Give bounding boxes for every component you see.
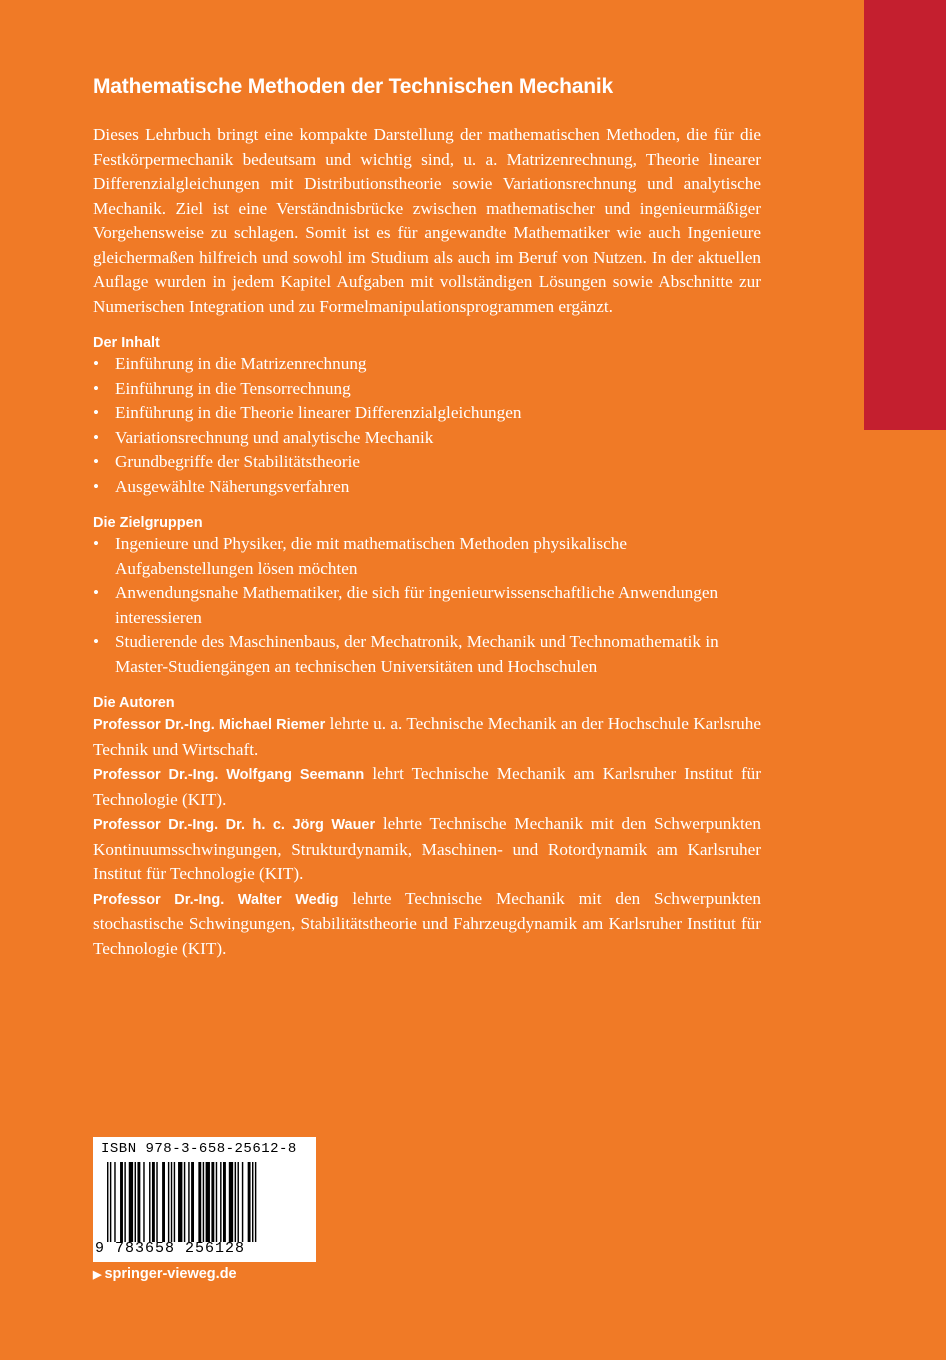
author-name: Professor Dr.-Ing. Michael Riemer [93, 717, 326, 733]
list-item: • Studierende des Maschinenbaus, der Mechatronik, Mechanik und Technomathematik in Master-Studiengängen an technischen Universitäten und Hochschulen [93, 632, 719, 676]
list-item: • Ingenieure und Physiker, die mit mathematischen Methoden physikalische Aufgabenstellungen lösen möchten [93, 534, 627, 578]
back-cover-content [93, 75, 761, 961]
red-accent-band [864, 0, 946, 430]
triangle-right-icon: ▶ [93, 1269, 102, 1281]
isbn-digits: 9 783658 256128 [95, 1240, 246, 1257]
bullet-dot-icon: • [93, 583, 100, 602]
barcode-bar [223, 1162, 226, 1242]
bullet-dot-icon: • [93, 534, 100, 553]
barcode-bar [129, 1162, 133, 1242]
list-item: • Grundbegriffe der Stabilitätstheorie [93, 450, 761, 475]
author-name: Professor Dr.-Ing. Dr. h. c. Jörg Wauer [93, 817, 376, 833]
barcode-bar [135, 1162, 136, 1242]
isbn-barcode [93, 1137, 316, 1262]
barcode-bar [137, 1162, 140, 1242]
barcode-bar [162, 1162, 165, 1242]
book-title: Mathematische Methoden der Technischen Mechanik [93, 75, 613, 98]
bullet-dot-icon: • [93, 403, 100, 422]
barcode-bar [171, 1162, 172, 1242]
inhalt-heading: Der Inhalt [93, 335, 160, 351]
barcode-bar [120, 1162, 123, 1242]
barcode-bar [211, 1162, 214, 1242]
bullet-dot-icon: • [93, 476, 100, 496]
barcode-bar [235, 1162, 236, 1242]
author-bio: lehrte Technische Mechanik mit den Schwerpunkten stochastische Schwingungen, Stabilitätstheorie und Fahrzeugdynamik am Karlsruher Institut für Technologie (KIT). [93, 888, 761, 958]
isbn-label: ISBN 978-3-658-25612-8 [101, 1141, 297, 1157]
author-entry [93, 887, 761, 962]
list-item: • Variationsrechnung und analytische Mechanik [93, 426, 761, 451]
author-entry [93, 712, 761, 762]
author-bio: lehrte Technische Mechanik mit den Schwerpunkten Kontinuumsschwingungen, Strukturdynamik, Maschinen- und Rotordynamik am Karlsruher Institut für Technologie (KIT). [93, 814, 761, 883]
publisher-url: springer-vieweg.de [104, 1266, 237, 1282]
zielgruppen-heading: Die Zielgruppen [93, 515, 203, 531]
book-description: Dieses Lehrbuch bringt eine kompakte Darstellung der mathematischen Methoden, die für die Festkörpermechanik bedeutsam und wichtig sind, u. a. Matrizenrechnung, Theorie linearer Differenzialgleichungen mit Distributionstheorie sowie Variationsrechnung und analytische Mechanik. Ziel ist eine Verständnisbrücke zwischen mathematischer und ingenieurmäßiger Vorgehensweise zu schlagen. Somit ist es für angewandte Mathematiker wie auch Ingenieure gleichermaßen hilfreich und sowohl im Studium als auch im Beruf von Nutzen. In der aktuellen Auflage wurden in jedem Kapitel Aufgaben mit vollständigen Lösungen sowie Abschnitte zur Numerischen Integration und zu Formelmanipulationsprogrammen ergänzt. [93, 125, 761, 316]
barcode-bar [198, 1162, 201, 1242]
barcode-bar [203, 1162, 204, 1242]
barcode-bar [184, 1162, 185, 1242]
barcode-bar [255, 1162, 256, 1242]
author-name: Professor Dr.-Ing. Wolfgang Seemann [93, 767, 365, 783]
bullet-dot-icon: • [93, 354, 100, 373]
bullet-dot-icon: • [93, 378, 100, 398]
barcode-bar [248, 1162, 251, 1242]
barcode-bar [220, 1162, 221, 1242]
barcode-bar [242, 1162, 243, 1242]
barcode-bar [152, 1162, 155, 1242]
author-name: Professor Dr.-Ing. Walter Wedig [93, 891, 339, 908]
list-item: • Einführung in die Tensorrechnung [93, 377, 761, 402]
barcode-bar [174, 1162, 175, 1242]
barcode-bar [178, 1162, 182, 1242]
barcode-bar [124, 1162, 125, 1242]
barcode-bar [114, 1162, 115, 1242]
barcode-bar [156, 1162, 157, 1242]
barcode-bar [206, 1162, 210, 1242]
author-bio: lehrt Technische Mechanik am Karlsruher Institut für Technologie (KIT). [93, 764, 761, 809]
barcode-bar [168, 1162, 169, 1242]
barcode-bar [107, 1162, 108, 1242]
list-item: • Anwendungsnahe Mathematiker, die sich für ingenieurwissenschaftliche Anwendungen interessieren [93, 583, 719, 627]
barcode-bar [188, 1162, 189, 1242]
author-entry [93, 762, 761, 812]
publisher-link[interactable] [93, 1266, 237, 1282]
bullet-dot-icon: • [93, 632, 100, 651]
list-item: • Einführung in die Theorie linearer Differenzialgleichungen [93, 401, 761, 426]
barcode-bar [191, 1162, 194, 1242]
autoren-heading: Die Autoren [93, 695, 175, 711]
bullet-dot-icon: • [93, 452, 100, 471]
barcode-bars [107, 1162, 303, 1242]
bullet-dot-icon: • [93, 427, 100, 447]
barcode-bar [149, 1162, 150, 1242]
barcode-bar [110, 1162, 111, 1242]
barcode-bar [229, 1162, 233, 1242]
author-entry [93, 812, 761, 887]
barcode-bar [252, 1162, 253, 1242]
list-item: • Einführung in die Matrizenrechnung [93, 352, 761, 377]
zielgruppen-list [93, 532, 761, 679]
inhalt-list [93, 352, 761, 499]
barcode-bar [216, 1162, 217, 1242]
author-bio: lehrte u. a. Technische Mechanik an der Hochschule Karlsruhe Technik und Wirtschaft. [93, 714, 761, 759]
list-item: • Ausgewählte Näherungsverfahren [93, 475, 761, 500]
barcode-bar [143, 1162, 144, 1242]
barcode-bar [238, 1162, 239, 1242]
